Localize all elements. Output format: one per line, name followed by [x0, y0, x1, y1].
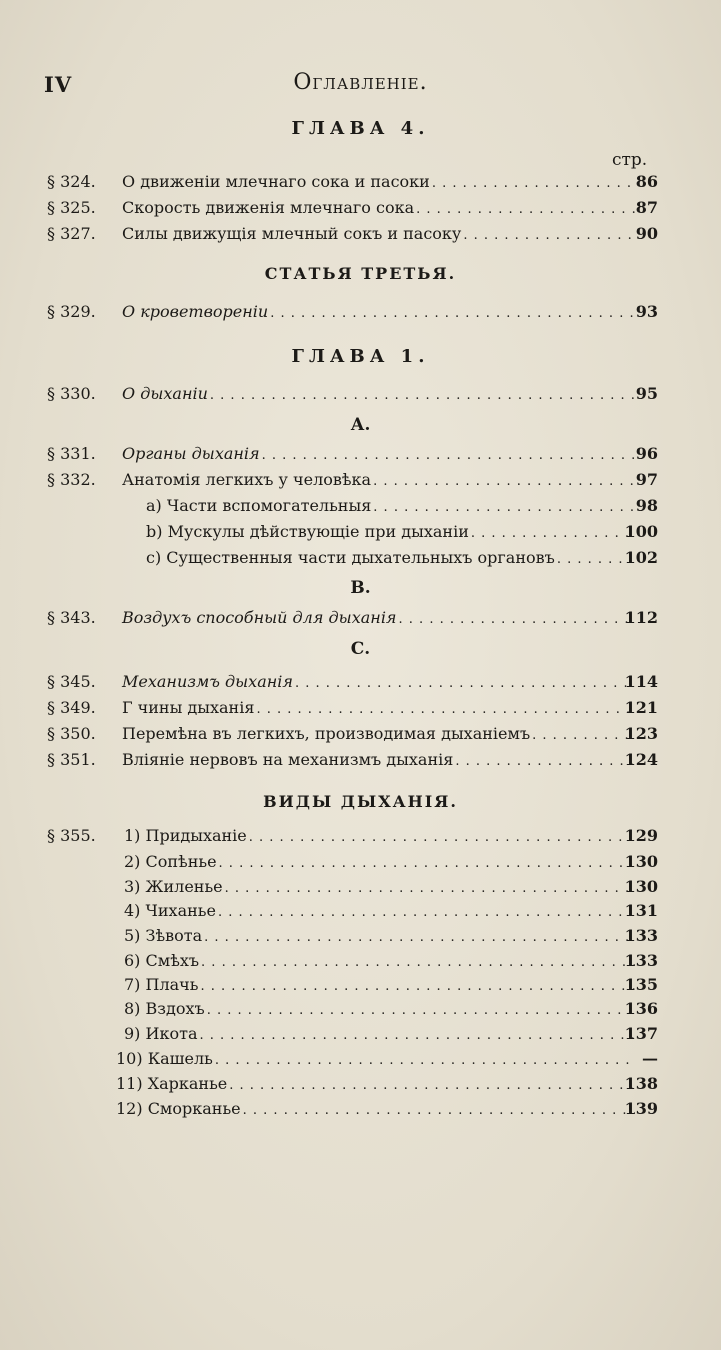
leader-dots: [199, 1028, 635, 1043]
entry-title-wrap: [122, 672, 641, 691]
toc-entry: [0, 384, 721, 408]
leader-dots: [270, 306, 635, 321]
entry-title: Воздухъ способный для дыханія: [122, 608, 397, 627]
toc-entry: [0, 724, 721, 748]
leader-dots: [225, 881, 635, 896]
page-ref: —: [642, 1049, 658, 1068]
entry-title: Вліяніе нервовъ на механизмъ дыханія: [122, 750, 454, 769]
toc-subentry: [0, 522, 721, 546]
toc-item: [0, 975, 721, 999]
leader-dots: [416, 202, 635, 217]
page-ref: 121: [624, 698, 658, 717]
page-ref: 130: [624, 877, 658, 896]
toc-item: [0, 951, 721, 975]
page-ref: 135: [624, 975, 658, 994]
page-ref: 100: [624, 522, 658, 541]
section-number: § 331.: [47, 444, 96, 463]
page-column-label: стр.: [612, 150, 648, 170]
leader-dots: [532, 728, 635, 743]
entry-title-wrap: [124, 852, 641, 871]
part-a-letter: А.: [350, 415, 371, 435]
entry-title: 2) Сопѣнье: [124, 852, 217, 871]
entry-title-wrap: [122, 608, 641, 627]
page-ref: 136: [624, 999, 658, 1018]
toc-entry: [0, 172, 721, 196]
page-number: IV: [44, 72, 73, 97]
page-ref: 139: [624, 1099, 658, 1118]
toc-entry: [0, 224, 721, 248]
entry-title-wrap: [124, 826, 641, 845]
page-ref: 90: [635, 224, 658, 243]
page-ref: 86: [635, 172, 658, 191]
section-number: § 350.: [47, 724, 96, 743]
entry-title-wrap: [124, 877, 641, 896]
page-ref: 130: [624, 852, 658, 871]
leader-dots: [204, 930, 635, 945]
leader-dots: [243, 1103, 635, 1118]
entry-title: Анатомія легкихъ у человѣка: [122, 470, 372, 489]
entry-title-wrap: [146, 522, 641, 541]
toc-item: [0, 1074, 721, 1098]
leader-dots: [399, 612, 635, 627]
entry-title-wrap: [146, 496, 641, 515]
leader-dots: [215, 1053, 635, 1068]
toc-entry: [0, 302, 721, 326]
section-number: § 327.: [47, 224, 96, 243]
leader-dots: [373, 474, 635, 489]
part-b-letter: В.: [350, 578, 371, 598]
page-ref: 97: [635, 470, 658, 489]
leader-dots: [210, 388, 635, 403]
toc-entry: [0, 826, 721, 850]
entry-title-wrap: [124, 951, 641, 970]
running-title: Оглавленіе.: [293, 70, 428, 95]
leader-dots: [557, 552, 635, 567]
section-number: § 324.: [47, 172, 96, 191]
leader-dots: [200, 979, 635, 994]
entry-title: c) Существенныя части дыхательныхъ органовъ: [146, 548, 555, 567]
page-ref: 129: [624, 826, 658, 845]
leader-dots: [249, 830, 635, 845]
leader-dots: [295, 676, 635, 691]
entry-title: 8) Вздохъ: [124, 999, 205, 1018]
page-ref: 95: [635, 384, 658, 403]
entry-title: 7) Плачь: [124, 975, 199, 994]
entry-title-wrap: [122, 470, 641, 489]
page-ref: 133: [624, 926, 658, 945]
entry-title: Перемѣна въ легкихъ, производимая дыханіемъ: [122, 724, 531, 743]
section-number: § 332.: [47, 470, 96, 489]
leader-dots: [262, 448, 635, 463]
kinds-heading: ВИДЫ ДЫХАНІЯ.: [263, 792, 458, 811]
toc-entry: [0, 470, 721, 494]
section-number: § 343.: [47, 608, 96, 627]
page-ref: 123: [624, 724, 658, 743]
entry-title-wrap: [124, 999, 641, 1018]
entry-title-wrap: [124, 926, 641, 945]
page-ref: 124: [624, 750, 658, 769]
toc-item: [0, 1099, 721, 1123]
entry-title-wrap: [146, 548, 641, 567]
leader-dots: [201, 955, 635, 970]
entry-title: 9) Икота: [124, 1024, 198, 1043]
page-ref: 138: [624, 1074, 658, 1093]
toc-entry: [0, 750, 721, 774]
entry-title-wrap: [122, 302, 641, 321]
page-ref: 133: [624, 951, 658, 970]
leader-dots: [455, 754, 635, 769]
entry-title-wrap: [122, 698, 641, 717]
toc-item: [0, 1049, 721, 1073]
entry-title-wrap: [122, 172, 641, 191]
page-ref: 102: [624, 548, 658, 567]
leader-dots: [207, 1003, 635, 1018]
toc-item: [0, 877, 721, 901]
leader-dots: [256, 702, 635, 717]
leader-dots: [229, 1078, 635, 1093]
section-number: § 325.: [47, 198, 96, 217]
entry-title: Органы дыханія: [122, 444, 260, 463]
entry-title-wrap: [116, 1074, 641, 1093]
page-ref: 114: [624, 672, 658, 691]
toc-item: [0, 901, 721, 925]
leader-dots: [471, 526, 635, 541]
entry-title-wrap: [122, 750, 641, 769]
chapter-1-heading: ГЛАВА 1.: [291, 346, 430, 367]
chapter-4-heading: ГЛАВА 4.: [291, 118, 430, 139]
entry-title: a) Части вспомогательныя: [146, 496, 372, 515]
leader-dots: [218, 905, 635, 920]
toc-entry: [0, 608, 721, 632]
leader-dots: [432, 176, 635, 191]
entry-title: 4) Чиханье: [124, 901, 216, 920]
entry-title-wrap: [116, 1099, 641, 1118]
entry-title-wrap: [122, 224, 641, 243]
leader-dots: [219, 856, 635, 871]
page-ref: 137: [624, 1024, 658, 1043]
entry-title-wrap: [116, 1049, 641, 1068]
section-number: § 345.: [47, 672, 96, 691]
entry-title: 1) Придыханіе: [124, 826, 247, 845]
part-c-letter: С.: [350, 639, 371, 659]
entry-title-wrap: [124, 1024, 641, 1043]
article-3-heading: СТАТЬЯ ТРЕТЬЯ.: [264, 264, 457, 283]
entry-title-wrap: [122, 444, 641, 463]
toc-subentry: [0, 548, 721, 572]
entry-title: О дыханіи: [122, 384, 208, 403]
toc-entry: [0, 444, 721, 468]
section-number: § 351.: [47, 750, 96, 769]
toc-entry: [0, 698, 721, 722]
section-number: § 330.: [47, 384, 96, 403]
entry-title: 6) Смѣхъ: [124, 951, 200, 970]
page-ref: 96: [635, 444, 658, 463]
page-ref: 87: [635, 198, 658, 217]
section-number: § 355.: [47, 826, 96, 845]
toc-subentry: [0, 496, 721, 520]
leader-dots: [463, 228, 635, 243]
entry-title-wrap: [124, 975, 641, 994]
toc-entry: [0, 198, 721, 222]
section-number: § 329.: [47, 302, 96, 321]
entry-title: Скорость движенія млечнаго сока: [122, 198, 415, 217]
toc-item: [0, 999, 721, 1023]
page-ref: 131: [624, 901, 658, 920]
entry-title: 3) Жиленье: [124, 877, 223, 896]
entry-title-wrap: [122, 724, 641, 743]
entry-title: 11) Харканье: [116, 1074, 228, 1093]
entry-title-wrap: [122, 384, 641, 403]
page-ref: 93: [635, 302, 658, 321]
entry-title: Механизмъ дыханія: [122, 672, 293, 691]
page-ref: 98: [635, 496, 658, 515]
entry-title: О кроветвореніи: [122, 302, 269, 321]
entry-title: 12) Сморканье: [116, 1099, 241, 1118]
entry-title: О движеніи млечнаго сока и пасоки: [122, 172, 430, 191]
toc-item: [0, 852, 721, 876]
page-ref: 112: [624, 608, 658, 627]
entry-title-wrap: [124, 901, 641, 920]
toc-item: [0, 1024, 721, 1048]
entry-title: Силы движущія млечный сокъ и пасоку: [122, 224, 462, 243]
toc-entry: [0, 672, 721, 696]
toc-item: [0, 926, 721, 950]
leader-dots: [373, 500, 635, 515]
entry-title: 10) Кашель: [116, 1049, 213, 1068]
entry-title-wrap: [122, 198, 641, 217]
section-number: § 349.: [47, 698, 96, 717]
entry-title: 5) Зѣвота: [124, 926, 203, 945]
entry-title: b) Мускулы дѣйствующіе при дыханіи: [146, 522, 469, 541]
entry-title: Г чины дыханія: [122, 698, 255, 717]
